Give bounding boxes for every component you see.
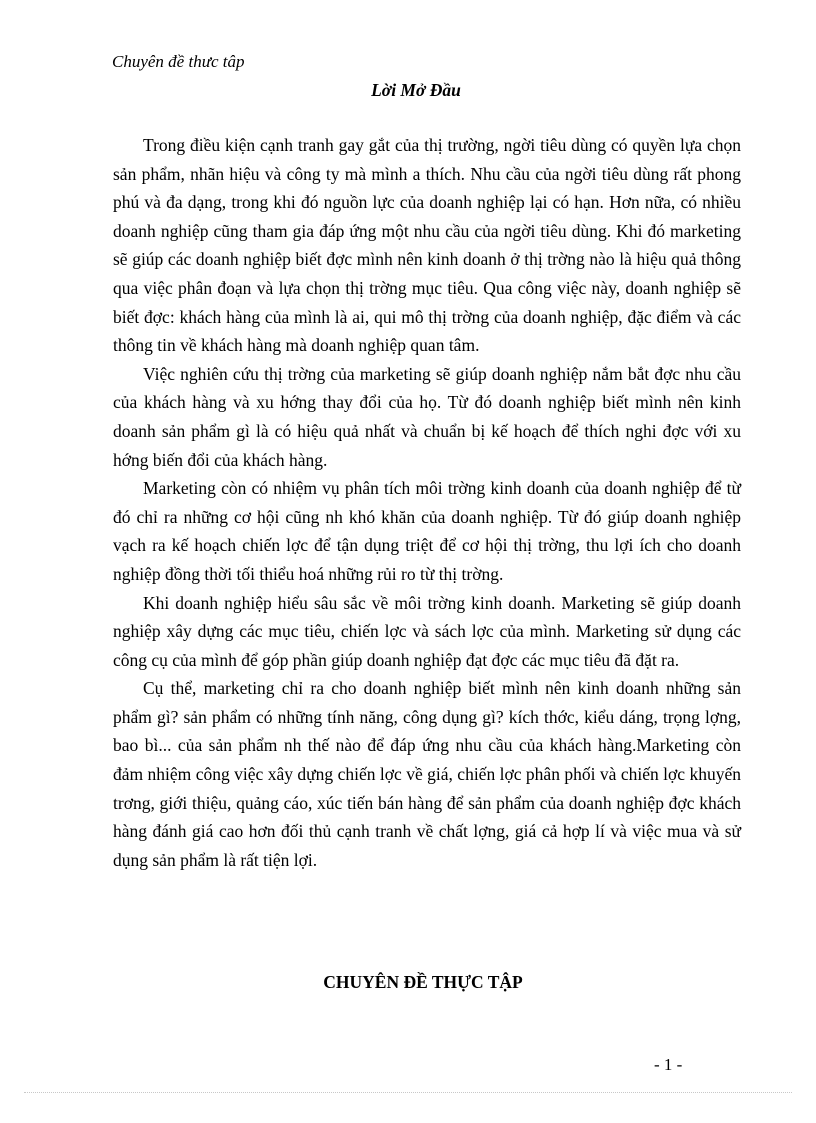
running-header: Chuyên đề thưc tâp (112, 52, 245, 71)
paragraph: Trong điều kiện cạnh tranh gay gắt của thị trường, ngời tiêu dùng có quyền lựa chọn sản phẩm, nhãn hiệu và công ty mà mình a thích. Nhu cầu của ngời tiêu dùng rất phong phú và đa dạng, trong khi đó nguồn lực của doanh nghiệp lại có hạn. Hơn nữa, có nhiều doanh nghiệp cũng tham gia đáp ứng một nhu cầu của ngời tiêu dùng. Khi đó marketing sẽ giúp các doanh nghiệp biết đợc mình nên kinh doanh ở thị trờng nào là hiệu quả thông qua việc phân đoạn và lựa chọn thị trờng mục tiêu. Qua công việc này, doanh nghiệp sẽ biết đợc: khách hàng của mình là ai, qui mô thị trờng của doanh nghiệp, đặc điểm và các thông tin về khách hàng mà doanh nghiệp quan tâm. (113, 135, 741, 356)
paragraph: Việc nghiên cứu thị trờng của marketing sẽ giúp doanh nghiệp nắm bắt đợc nhu cầu của khách hàng và xu hớng thay đổi của họ. Từ đó doanh nghiệp biết mình nên kinh doanh sản phẩm gì là có hiệu quả nhất và chuẩn bị kế hoạch để thích nghi đợc với xu hớng biến đổi của khách hàng. (113, 363, 741, 470)
paragraph: Marketing còn có nhiệm vụ phân tích môi trờng kinh doanh của doanh nghiệp để từ đó chỉ ra những cơ hội cũng nh khó khăn của doanh nghiệp. Từ đó giúp doanh nghiệp vạch ra kế hoạch chiến lợc để tận dụng triệt để cơ hội thị trờng, thu lợi ích cho doanh nghiệp đồng thời tối thiểu hoá những rủi ro từ thị trờng. (113, 478, 741, 584)
body-text (113, 131, 741, 874)
document-title: Lời Mở Đầu (371, 80, 461, 100)
page-number: - 1 - (654, 1055, 683, 1074)
paragraph: Khi doanh nghiệp hiểu sâu sắc về môi trờng kinh doanh. Marketing sẽ giúp doanh nghiệp xây dựng các mục tiêu, chiến lợc và sách lợc của mình. Marketing sử dụng các công cụ của mình để góp phần giúp doanh nghiệp đạt đợc các mục tiêu đã đặt ra. (113, 592, 741, 670)
paragraph: Cụ thể, marketing chỉ ra cho doanh nghiệp biết mình nên kinh doanh những sản phẩm gì? sản phẩm có những tính năng, công dụng gì? kích thớc, kiểu dáng, trọng lợng, bao bì... của sản phẩm nh thế nào để đáp ứng nhu cầu của khách hàng.Marketing còn đảm nhiệm công việc xây dựng chiến lợc về giá, chiến lợc phân phối và chiến lợc khuyến trơng, giới thiệu, quảng cáo, xúc tiến bán hàng để sản phẩm của doanh nghiệp đợc khách hàng đánh giá cao hơn đối thủ cạnh tranh về chất lợng, giá cả hợp lí và việc mua và sử dụng sản phẩm là rất tiện lợi. (113, 678, 741, 870)
footer-title: CHUYÊN ĐỀ THỰC TẬP (323, 972, 523, 992)
page-bottom-divider (24, 1092, 792, 1093)
